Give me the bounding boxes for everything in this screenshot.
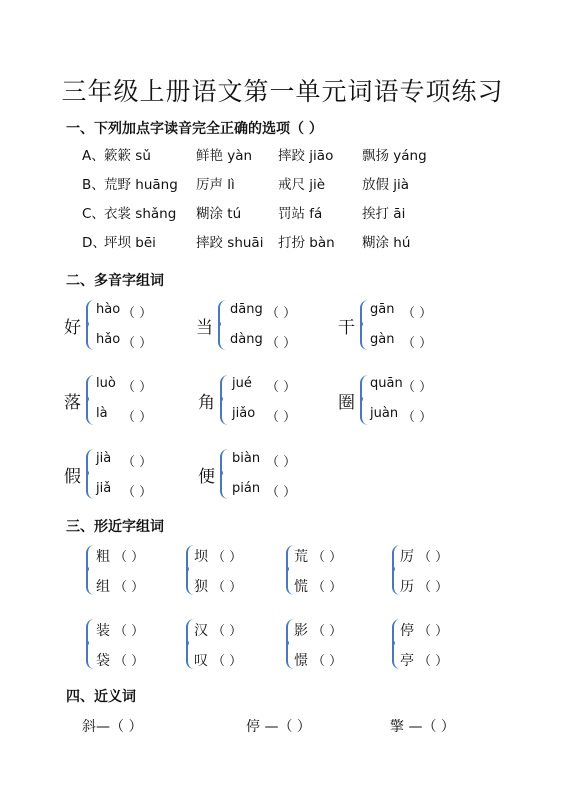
polyphone-char: 干	[338, 318, 355, 338]
option-row-b	[82, 173, 104, 193]
similar-char: 亭	[400, 653, 414, 669]
answer-blank[interactable]: （ ）	[114, 580, 145, 595]
pinyin: jiǎo	[232, 406, 256, 421]
option-item: 飘扬 yáng	[362, 148, 427, 164]
similar-char: 袋	[96, 653, 110, 669]
option-item: 放假 jià	[362, 177, 410, 193]
pinyin: jué	[232, 376, 252, 391]
pinyin: jiǎ	[96, 481, 112, 496]
synonym-item[interactable]: 擎 —（ ）	[390, 719, 455, 735]
option-item: 糊涂 tú	[196, 206, 242, 222]
similar-char: 叹	[194, 653, 208, 669]
answer-blank[interactable]: （ ）	[212, 654, 243, 669]
similar-char: 荒	[294, 549, 308, 565]
option-item: 荒野 huāng	[104, 177, 178, 193]
option-row-c	[82, 202, 104, 222]
pinyin: quān	[370, 376, 403, 391]
answer-blank[interactable]: （ ）	[418, 550, 449, 565]
pinyin: dàng	[230, 332, 263, 347]
polyphone-char: 假	[64, 467, 81, 487]
answer-blank[interactable]: （ ）	[266, 306, 297, 321]
synonym-item[interactable]: 停 —（ ）	[246, 719, 311, 735]
pinyin: gàn	[370, 332, 395, 347]
brace-icon	[86, 375, 96, 425]
polyphone-char: 圈	[338, 393, 355, 413]
answer-blank[interactable]: （ ）	[418, 624, 449, 639]
answer-blank[interactable]: （ ）	[212, 580, 243, 595]
pinyin: pián	[232, 481, 261, 496]
synonym-item[interactable]: 斜—（ ）	[82, 719, 143, 735]
similar-char: 厉	[400, 549, 414, 565]
answer-blank[interactable]: （ ）	[418, 654, 449, 669]
similar-char: 组	[96, 579, 110, 595]
option-item: 衣裳 shǎng	[104, 206, 177, 222]
answer-blank[interactable]: （ ）	[402, 380, 433, 395]
brace-icon	[86, 545, 96, 595]
answer-blank[interactable]: （ ）	[402, 336, 433, 351]
answer-blank[interactable]: （ ）	[266, 455, 297, 470]
answer-blank[interactable]: （ ）	[266, 336, 297, 351]
pinyin: hào	[96, 302, 121, 317]
pinyin: jià	[96, 451, 112, 466]
similar-char: 狈	[194, 579, 208, 595]
pinyin: là	[96, 406, 108, 421]
brace-icon	[360, 300, 370, 350]
pinyin: juàn	[370, 406, 399, 421]
answer-blank[interactable]: （ ）	[312, 624, 343, 639]
answer-blank[interactable]: （ ）	[418, 580, 449, 595]
answer-blank[interactable]: （ ）	[122, 306, 153, 321]
answer-blank[interactable]: （ ）	[402, 410, 433, 425]
brace-icon	[220, 449, 230, 499]
answer-blank[interactable]: （ ）	[122, 455, 153, 470]
page-title: 三年级上册语文第一单元词语专项练习	[61, 77, 504, 106]
option-item: 摔跤 shuāi	[196, 235, 264, 251]
answer-blank[interactable]: （ ）	[114, 550, 145, 565]
option-item: 簌簌 sǔ	[104, 148, 151, 164]
option-item: 罚站 fá	[278, 206, 323, 222]
answer-blank[interactable]: （ ）	[122, 410, 153, 425]
answer-blank[interactable]: （ ）	[312, 550, 343, 565]
answer-blank[interactable]: （ ）	[114, 654, 145, 669]
answer-blank[interactable]: （ ）	[212, 550, 243, 565]
polyphone-char: 角	[198, 393, 215, 413]
pinyin: hǎo	[96, 332, 121, 347]
similar-char: 历	[400, 579, 414, 595]
brace-icon	[218, 300, 228, 350]
polyphone-char: 当	[196, 318, 213, 338]
polyphone-char: 好	[64, 318, 81, 338]
pinyin: gān	[370, 302, 395, 317]
answer-blank[interactable]: （ ）	[312, 654, 343, 669]
pinyin: biàn	[232, 451, 261, 466]
answer-blank[interactable]: （ ）	[122, 336, 153, 351]
answer-blank[interactable]: （ ）	[266, 410, 297, 425]
answer-blank[interactable]: （ ）	[122, 380, 153, 395]
brace-icon	[360, 375, 370, 425]
similar-char: 停	[400, 623, 414, 639]
option-row-d	[82, 231, 104, 251]
answer-blank[interactable]: （ ）	[402, 306, 433, 321]
section-2-heading: 二、多音字组词	[66, 273, 164, 289]
similar-char: 影	[294, 623, 308, 639]
brace-icon	[86, 449, 96, 499]
pinyin: dāng	[230, 302, 263, 317]
brace-icon	[220, 375, 230, 425]
option-letter: A、	[82, 148, 105, 164]
answer-blank[interactable]: （ ）	[122, 485, 153, 500]
polyphone-char: 便	[198, 467, 215, 487]
answer-blank[interactable]: （ ）	[266, 380, 297, 395]
answer-blank[interactable]: （ ）	[266, 485, 297, 500]
option-item: 鲜艳 yàn	[196, 148, 253, 164]
similar-char: 慌	[294, 579, 308, 595]
pinyin: luò	[96, 376, 116, 391]
brace-icon	[86, 300, 96, 350]
option-letter: D、	[82, 235, 106, 251]
similar-char: 装	[96, 623, 110, 639]
option-item: 摔跤 jiāo	[278, 148, 334, 164]
section-1-heading: 一、下列加点字读音完全正确的选项（ ）	[66, 121, 323, 137]
option-letter: C、	[82, 206, 105, 222]
polyphone-char: 落	[64, 393, 81, 413]
similar-char: 粗	[96, 549, 110, 565]
option-letter: B、	[82, 177, 105, 193]
option-item: 戒尺 jiè	[278, 177, 326, 193]
section-3-heading: 三、形近字组词	[66, 519, 164, 535]
similar-char: 坝	[194, 549, 208, 565]
option-item: 挨打 āi	[362, 206, 406, 222]
brace-icon	[86, 619, 96, 669]
option-item: 糊涂 hú	[362, 235, 411, 251]
similar-char: 汉	[194, 623, 208, 639]
answer-blank[interactable]: （ ）	[312, 580, 343, 595]
answer-blank[interactable]: （ ）	[114, 624, 145, 639]
section-4-heading: 四、近义词	[66, 689, 136, 705]
option-item: 坪坝 bēi	[104, 235, 156, 251]
answer-blank[interactable]: （ ）	[212, 624, 243, 639]
option-item: 厉声 lì	[196, 177, 235, 193]
similar-char: 憬	[294, 653, 308, 669]
option-item: 打扮 bàn	[278, 235, 335, 251]
option-row-a	[82, 144, 104, 164]
